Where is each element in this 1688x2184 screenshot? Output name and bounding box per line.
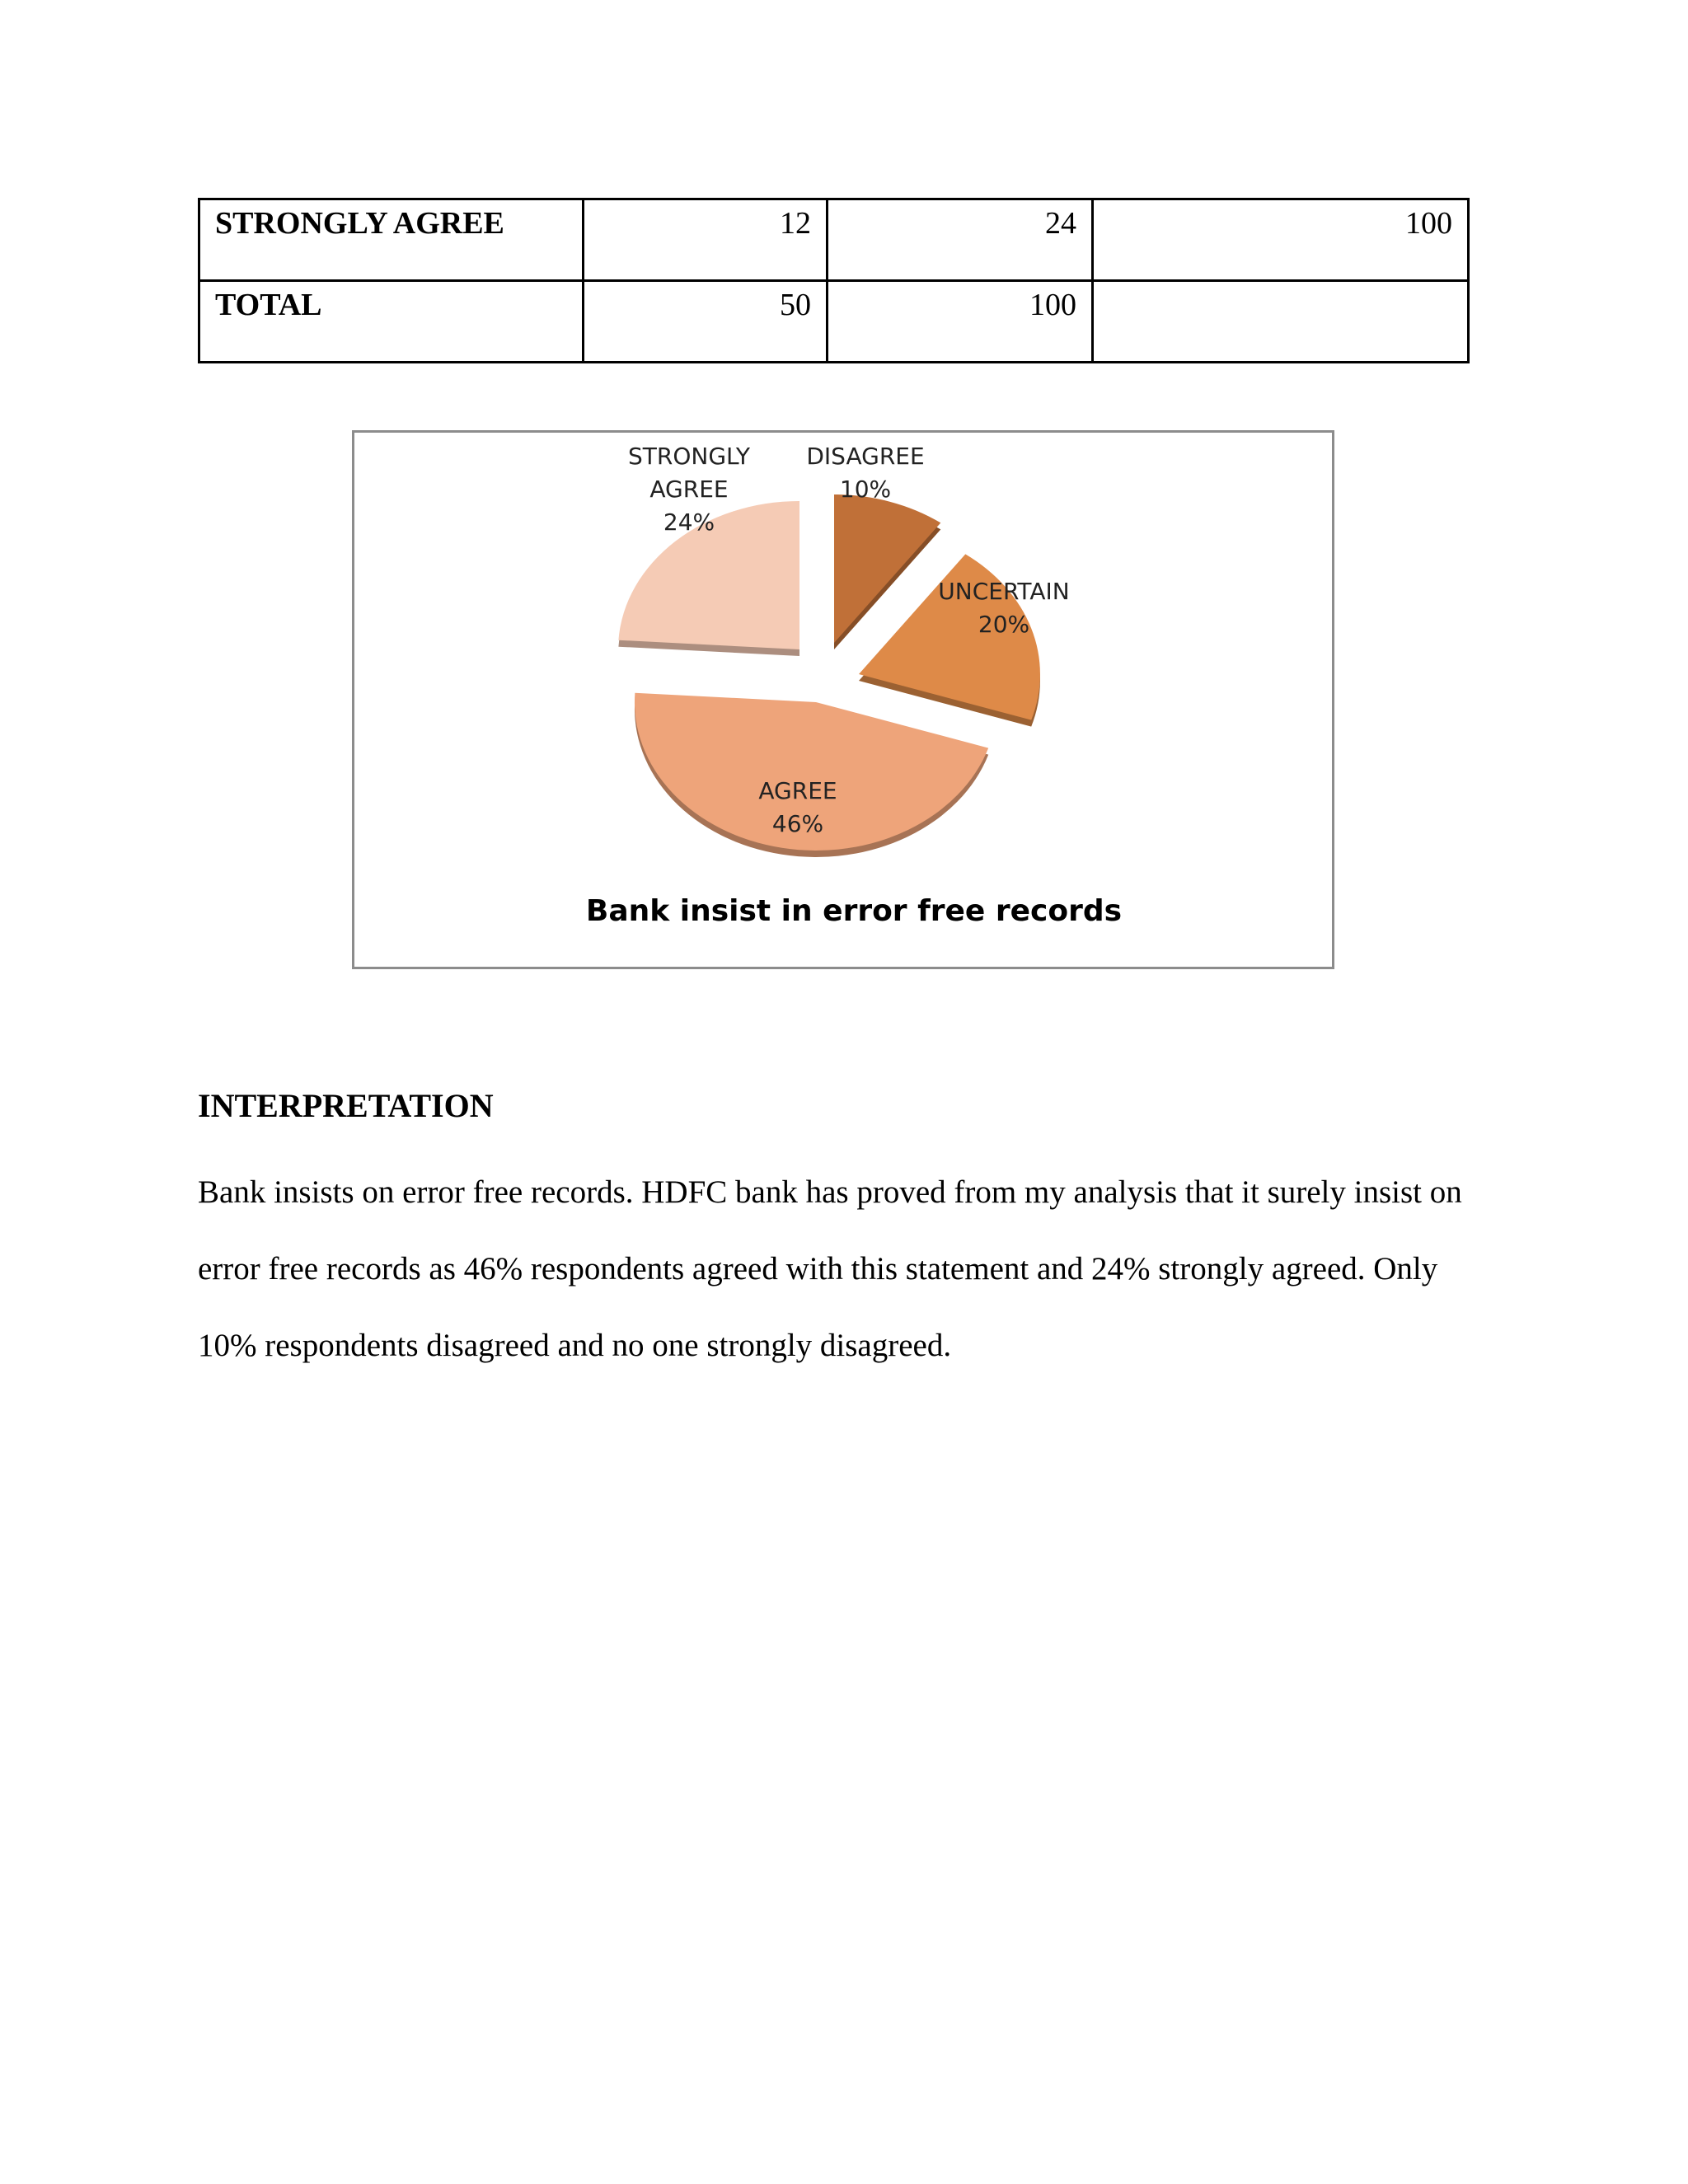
pie-chart-svg xyxy=(354,433,1332,967)
pie-slice-label: AGREE 46% xyxy=(758,777,837,837)
table-cell xyxy=(1093,281,1469,363)
table-row xyxy=(199,199,1469,281)
table-cell: 50 xyxy=(584,281,828,363)
table-cell: 24 xyxy=(828,199,1093,281)
chart-title: Bank insist in error free records xyxy=(585,894,1123,928)
pie-chart xyxy=(352,430,1334,969)
table-cell: 100 xyxy=(828,281,1093,363)
row-label: TOTAL xyxy=(199,281,584,363)
interpretation-text: Bank insists on error free records. HDFC bank has proved from my analysis that it surely insist on error free records as 46% respondents agreed with this statement and 24% strongly agreed. Only 10% respondents disagreed and no one strongly disagreed. xyxy=(198,1174,1462,1363)
table-cell: 100 xyxy=(1093,199,1469,281)
pie-slice-label: STRONGLY AGREE 24% xyxy=(628,443,750,536)
interpretation-heading: INTERPRETATION xyxy=(198,1087,494,1124)
table-cell: 12 xyxy=(584,199,828,281)
row-label: STRONGLY AGREE xyxy=(199,199,584,281)
table-row xyxy=(199,281,1469,363)
data-table xyxy=(198,198,1470,363)
pie-slice-label: DISAGREE 10% xyxy=(806,443,925,503)
pie-slice-label: UNCERTAIN 20% xyxy=(938,578,1070,638)
